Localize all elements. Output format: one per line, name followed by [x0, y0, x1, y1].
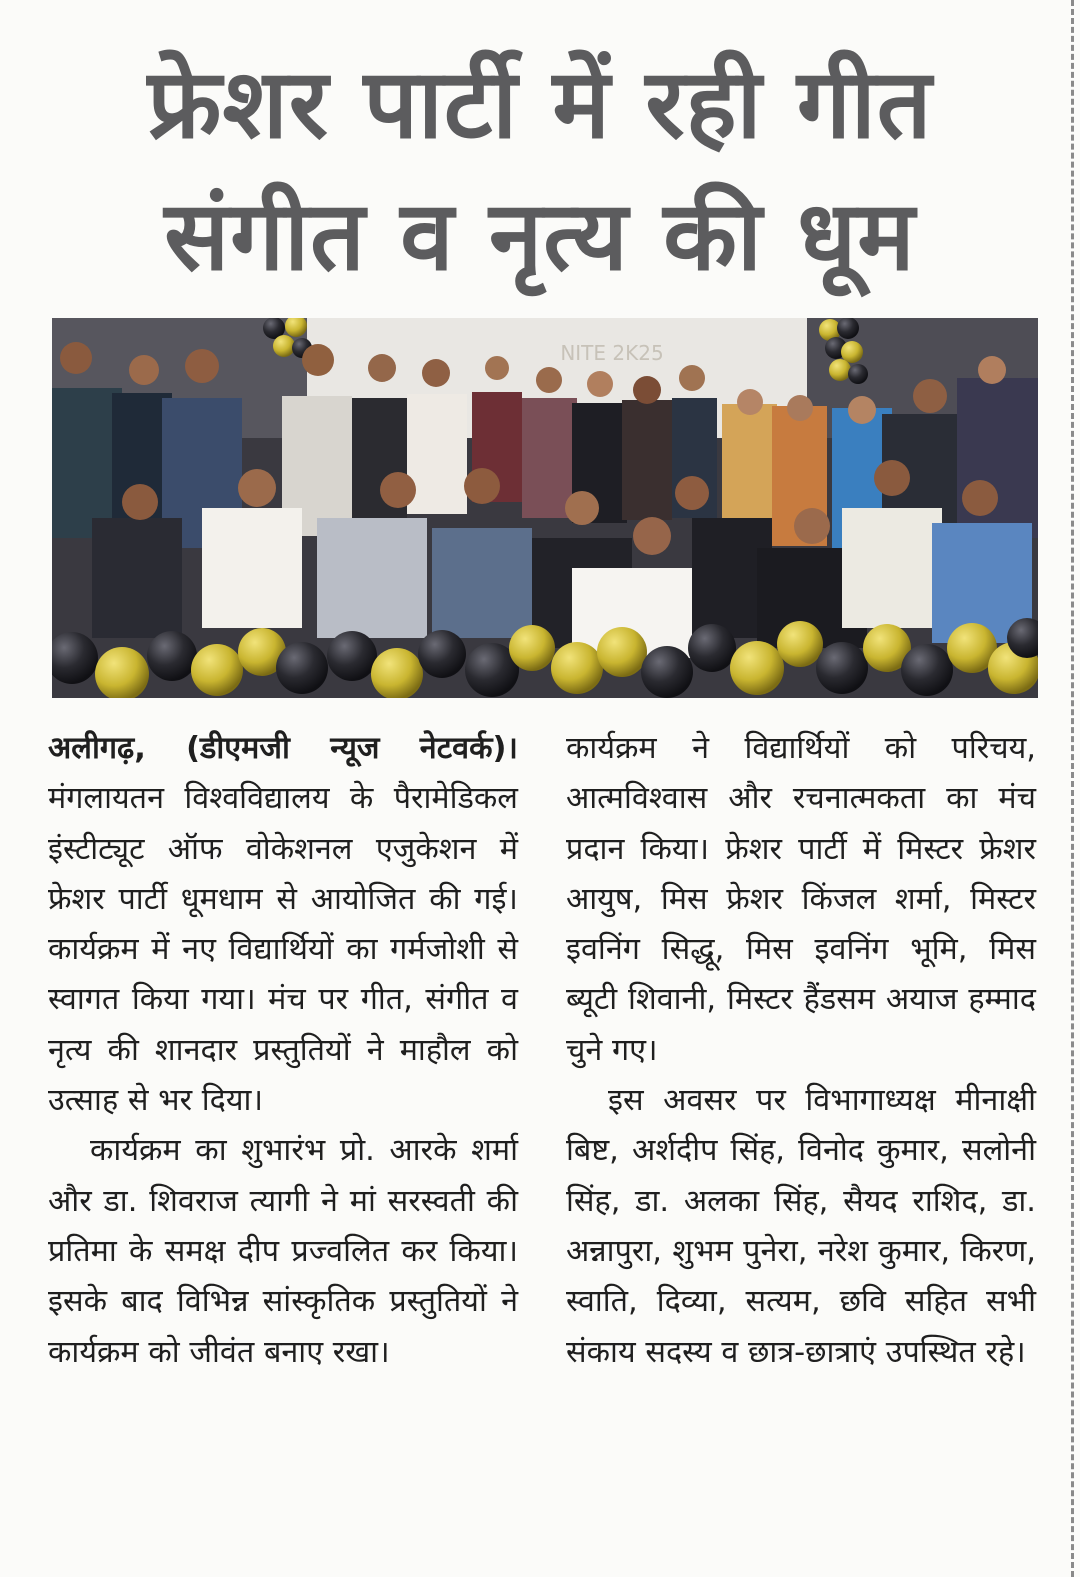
- article-paragraph-3: कार्यक्रम ने विद्यार्थियों को परिचय, आत्मविश्वास और रचनात्मकता का मंच प्रदान किया। फ्रेशर पार्टी में मिस्टर फ्रेशर आयुष, मिस फ्रेशर किंजल शर्मा, मिस्टर इवनिंग सिद्धू, मिस इवनिंग भूमि, मिस ब्यूटी शिवानी, मिस्टर हैंडसम अयाज हम्माद चुने गए।: [566, 731, 1036, 1068]
- backdrop-banner-text: NITE 2K25: [560, 341, 664, 365]
- paragraph-1-text: मंगलायतन विश्वविद्यालय के पैरामेडिकल इंस्टीट्यूट ऑफ वोकेशनल एजुकेशन में फ्रेशर पार्टी धूमधाम से आयोजित की गई। कार्यक्रम में नए विद्यार्थियों का गर्मजोशी से स्वागत किया गया। मंच पर गीत, संगीत व नृत्य की शानदार प्रस्तुतियों ने माहौल को उत्साह से भर दिया।: [48, 781, 518, 1119]
- cut-line-divider: [1071, 0, 1074, 1577]
- event-group-photo: [52, 318, 1038, 698]
- article-paragraph-1: [48, 724, 518, 1126]
- article-column-right: [566, 724, 1036, 1378]
- dateline: अलीगढ़, (डीएमजी न्यूज नेटवर्क)।: [48, 731, 518, 766]
- group-photo-illustration: [52, 318, 1038, 698]
- headline-line-1: फ्रेशर पार्टी में रही गीत: [147, 48, 933, 160]
- article-paragraph-2: कार्यक्रम का शुभारंभ प्रो. आरके शर्मा और डा. शिवराज त्यागी ने मां सरस्वती की प्रतिमा के समक्ष दीप प्रज्वलित कर किया। इसके बाद विभिन्न सांस्कृतिक प्रस्तुतियों ने कार्यक्रम को जीवंत बनाए रखा।: [48, 1133, 518, 1370]
- article-paragraph-4: इस अवसर पर विभागाध्यक्ष मीनाक्षी बिष्ट, अर्शदीप सिंह, विनोद कुमार, सलोनी सिंह, डा. अलका सिंह, सैयद राशिद, डा. अन्नापुरा, शुभम पुनेरा, नरेश कुमार, किरण, स्वाति, दिव्या, सत्यम, छवि सहित सभी संकाय सदस्य व छात्र-छात्राएं उपस्थित रहे।: [566, 1083, 1036, 1370]
- headline: [40, 38, 1040, 302]
- headline-line-2: संगीत व नृत्य की धूम: [164, 180, 916, 292]
- article-column-left: [48, 724, 518, 1378]
